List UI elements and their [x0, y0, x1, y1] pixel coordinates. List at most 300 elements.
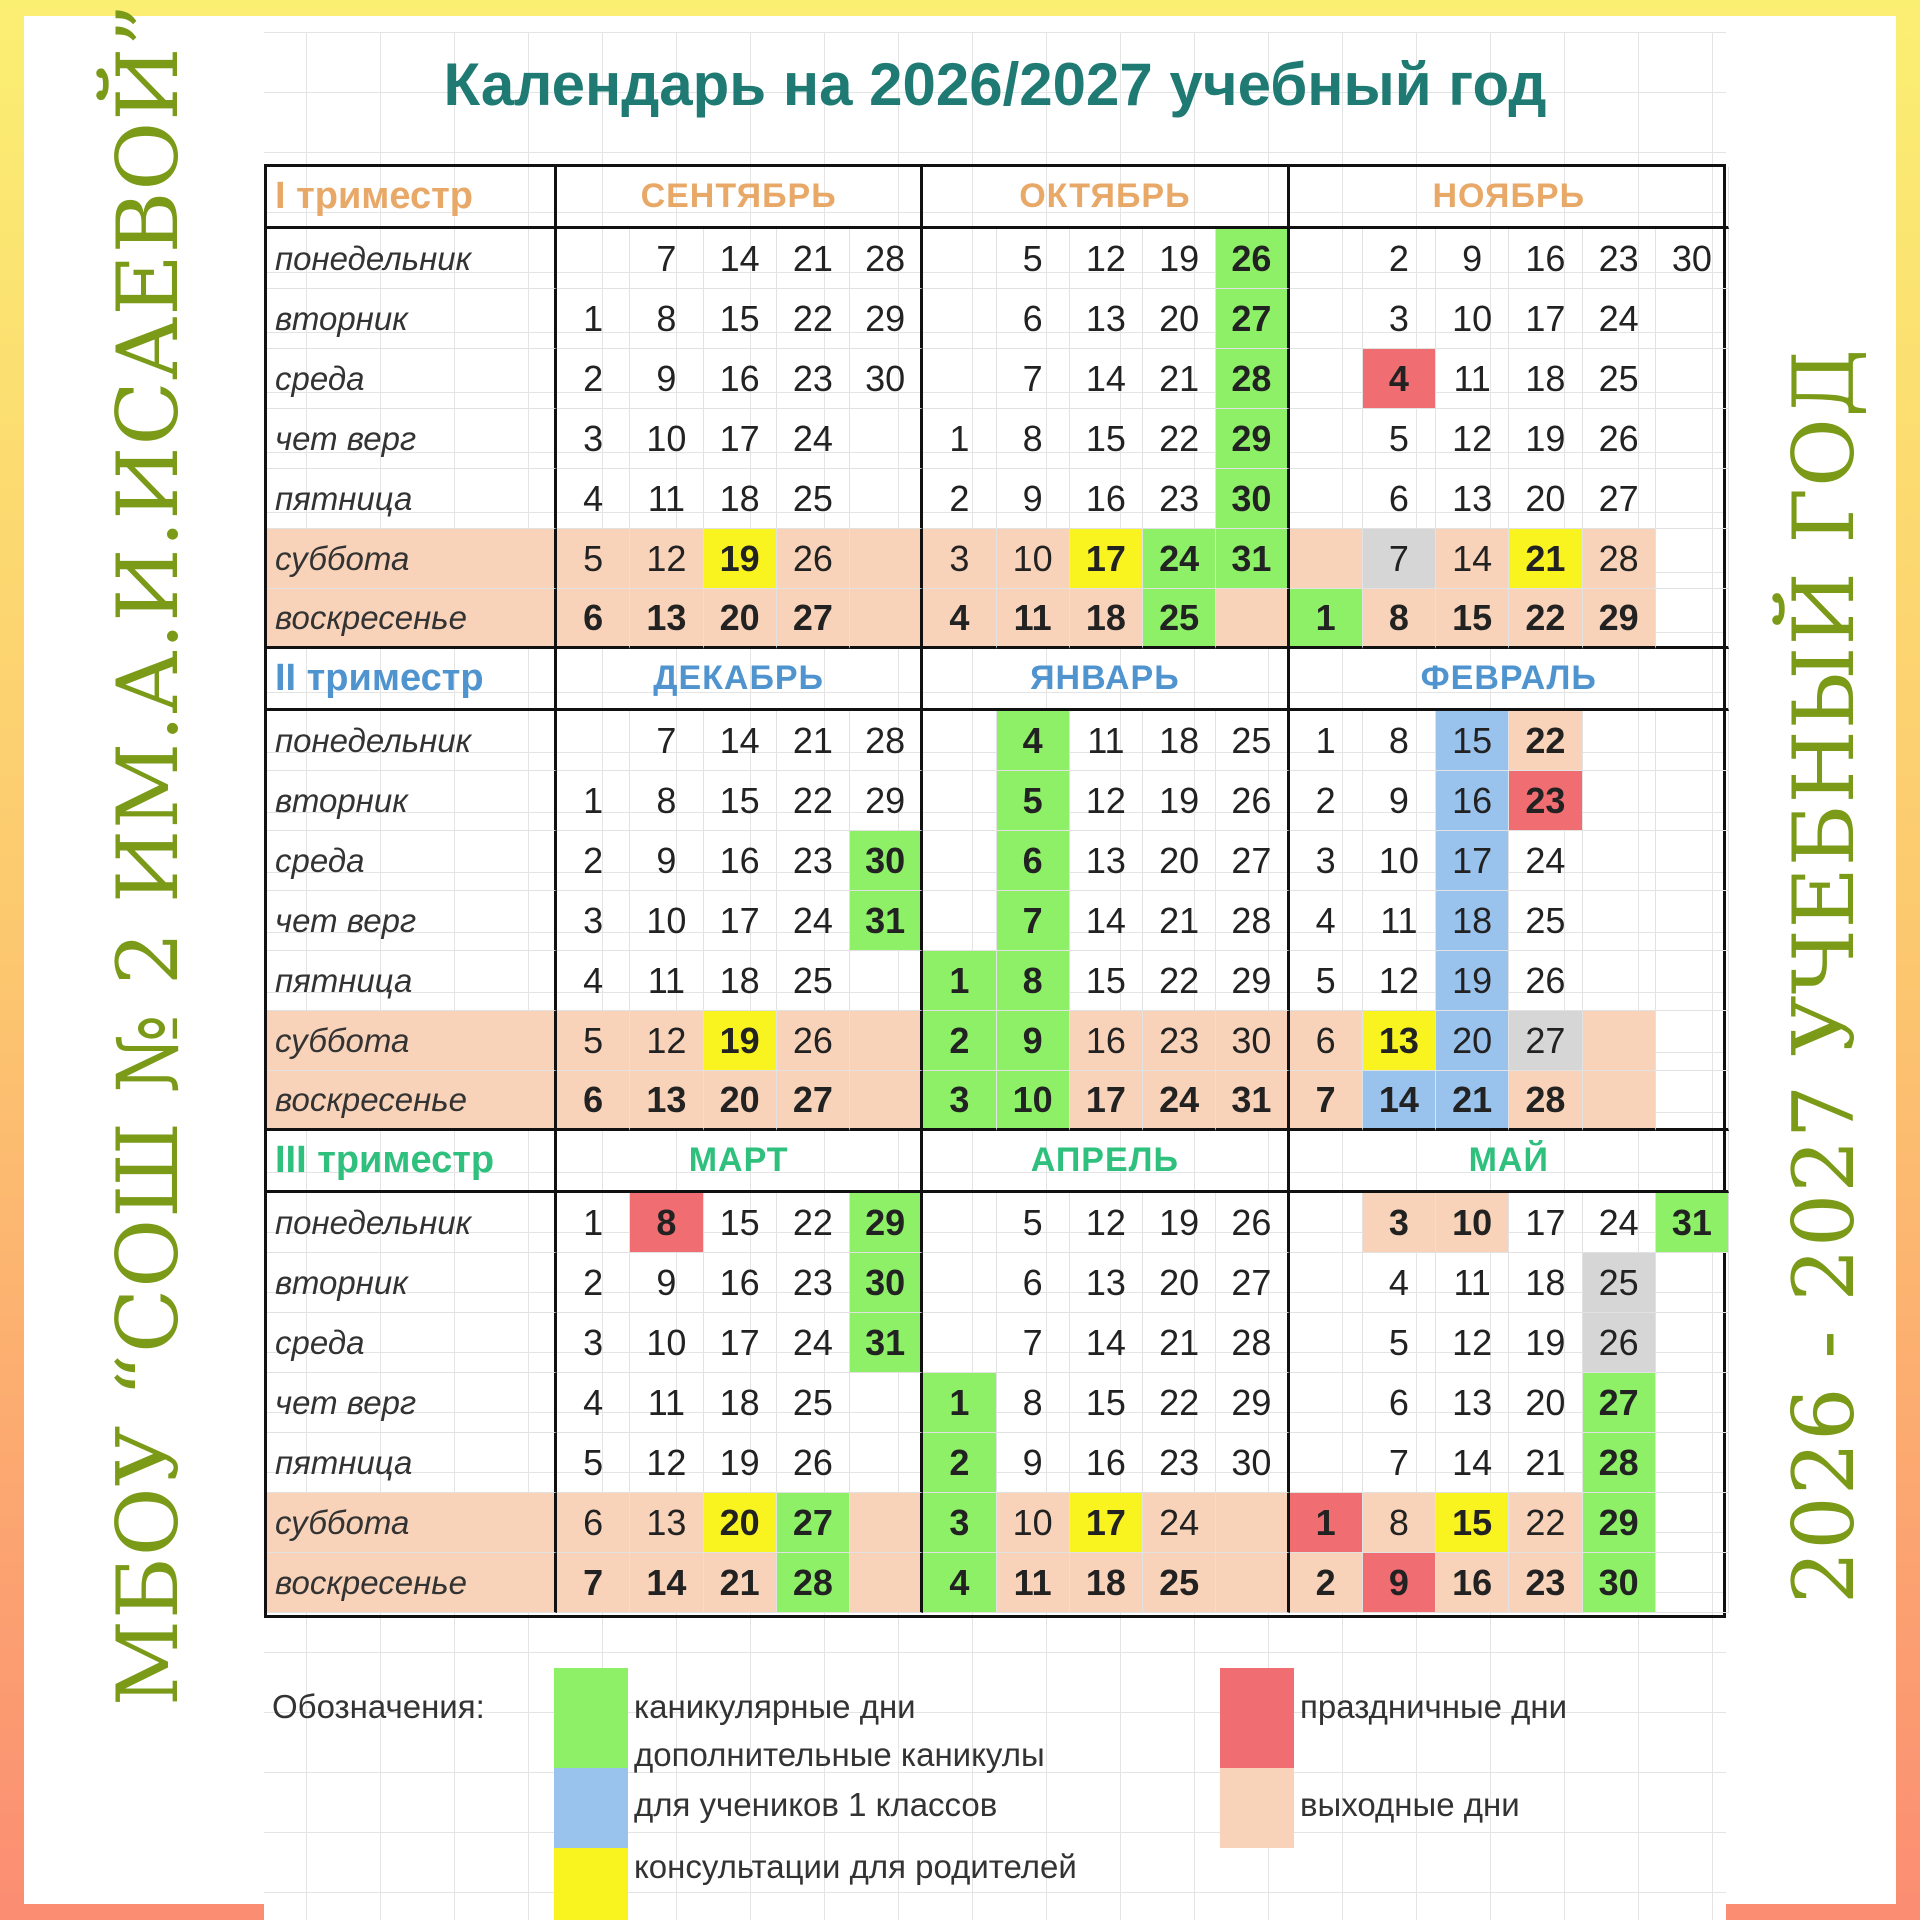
month-name: АПРЕЛЬ [923, 1131, 1289, 1193]
day-cell [1656, 1071, 1729, 1131]
day-cell: 31 [1216, 1071, 1289, 1131]
day-cell: 30 [1216, 1433, 1289, 1493]
weekday-label: среда [267, 349, 557, 409]
day-cell: 20 [1509, 469, 1582, 529]
page-title: Календарь на 2026/2027 учебный год [443, 51, 1547, 118]
day-cell: 29 [1583, 1493, 1656, 1553]
day-cell: 31 [850, 891, 923, 951]
month-name: ФЕВРАЛЬ [1290, 649, 1730, 711]
legend-feast: праздничные дни [1300, 1688, 1568, 1725]
day-cell: 24 [1509, 831, 1582, 891]
day-cell: 1 [923, 951, 996, 1011]
day-cell: 9 [997, 469, 1070, 529]
day-cell: 11 [630, 951, 703, 1011]
day-cell: 25 [777, 951, 850, 1011]
day-cell [557, 711, 630, 771]
day-cell: 15 [704, 1193, 777, 1253]
day-cell: 5 [997, 771, 1070, 831]
day-cell: 28 [1216, 349, 1289, 409]
day-cell: 29 [1216, 951, 1289, 1011]
day-cell: 6 [997, 289, 1070, 349]
day-cell: 5 [1290, 951, 1363, 1011]
day-cell: 22 [1143, 409, 1216, 469]
day-cell [1656, 469, 1729, 529]
day-cell [1583, 1011, 1656, 1071]
day-cell: 18 [704, 469, 777, 529]
day-cell: 17 [1070, 1493, 1143, 1553]
day-cell: 30 [850, 349, 923, 409]
day-cell: 10 [1436, 1193, 1509, 1253]
month-name: ДЕКАБРЬ [557, 649, 923, 711]
day-cell: 21 [1509, 529, 1582, 589]
day-cell [850, 1553, 923, 1613]
day-cell: 14 [1070, 349, 1143, 409]
day-cell: 10 [630, 1313, 703, 1373]
month-name: СЕНТЯБРЬ [557, 167, 923, 229]
day-cell [923, 891, 996, 951]
day-cell: 22 [1143, 951, 1216, 1011]
legend-extra-line2: для учеников 1 классов [634, 1786, 998, 1823]
day-cell: 25 [777, 469, 850, 529]
day-cell: 31 [1656, 1193, 1729, 1253]
day-cell [1656, 1493, 1729, 1553]
day-cell: 6 [557, 1493, 630, 1553]
month-name: МАРТ [557, 1131, 923, 1193]
day-cell: 19 [1509, 1313, 1582, 1373]
day-cell [923, 289, 996, 349]
day-cell: 16 [1070, 1433, 1143, 1493]
month-name: НОЯБРЬ [1290, 167, 1730, 229]
day-cell [1290, 1433, 1363, 1493]
weekday-label: вторник [267, 771, 557, 831]
day-cell: 12 [1070, 771, 1143, 831]
weekday-label: суббота [267, 1493, 557, 1553]
day-cell: 13 [1363, 1011, 1436, 1071]
day-cell: 11 [997, 589, 1070, 649]
day-cell: 29 [1216, 1373, 1289, 1433]
day-cell: 2 [923, 1011, 996, 1071]
day-cell: 24 [1143, 529, 1216, 589]
day-cell: 4 [557, 469, 630, 529]
day-cell: 19 [1143, 229, 1216, 289]
day-cell: 27 [777, 1071, 850, 1131]
day-cell: 2 [1290, 1553, 1363, 1613]
day-cell: 19 [1143, 1193, 1216, 1253]
day-cell: 17 [704, 409, 777, 469]
day-cell: 15 [704, 289, 777, 349]
legend-swatch-consult [554, 1848, 628, 1920]
day-cell: 23 [1509, 1553, 1582, 1613]
day-cell [1656, 1433, 1729, 1493]
day-cell: 12 [1070, 229, 1143, 289]
day-cell: 19 [1436, 951, 1509, 1011]
weekday-label: вторник [267, 289, 557, 349]
day-cell: 10 [1363, 831, 1436, 891]
day-cell: 20 [704, 1071, 777, 1131]
day-cell [1290, 229, 1363, 289]
day-cell: 18 [1070, 1553, 1143, 1613]
legend [264, 1648, 1726, 1920]
day-cell: 5 [557, 1011, 630, 1071]
day-cell: 9 [997, 1433, 1070, 1493]
day-cell: 30 [1583, 1553, 1656, 1613]
day-cell: 16 [704, 831, 777, 891]
day-cell: 17 [1070, 1071, 1143, 1131]
day-cell: 11 [1070, 711, 1143, 771]
day-cell: 13 [630, 1071, 703, 1131]
day-cell: 26 [1216, 1193, 1289, 1253]
day-cell: 28 [850, 229, 923, 289]
day-cell: 25 [1143, 589, 1216, 649]
day-cell [1656, 409, 1729, 469]
day-cell: 23 [777, 1253, 850, 1313]
day-cell: 1 [1290, 711, 1363, 771]
day-cell: 22 [1509, 711, 1582, 771]
day-cell: 26 [777, 529, 850, 589]
day-cell: 24 [1143, 1493, 1216, 1553]
day-cell: 21 [1143, 891, 1216, 951]
day-cell: 8 [630, 771, 703, 831]
day-cell: 10 [997, 529, 1070, 589]
day-cell: 22 [1509, 589, 1582, 649]
weekday-label: понедельник [267, 711, 557, 771]
day-cell: 23 [777, 349, 850, 409]
day-cell: 6 [997, 831, 1070, 891]
day-cell: 10 [1436, 289, 1509, 349]
weekday-label: пятница [267, 951, 557, 1011]
month-name: ОКТЯБРЬ [923, 167, 1289, 229]
day-cell [850, 589, 923, 649]
day-cell: 11 [1363, 891, 1436, 951]
day-cell: 4 [557, 951, 630, 1011]
day-cell: 7 [1363, 529, 1436, 589]
day-cell [1656, 891, 1729, 951]
day-cell [1583, 1071, 1656, 1131]
day-cell: 11 [630, 1373, 703, 1433]
day-cell: 20 [1509, 1373, 1582, 1433]
day-cell: 4 [1363, 1253, 1436, 1313]
day-cell: 10 [997, 1071, 1070, 1131]
day-cell: 28 [850, 711, 923, 771]
day-cell: 21 [777, 229, 850, 289]
weekday-label: суббота [267, 529, 557, 589]
trimester-label: I триместр [267, 167, 557, 229]
day-cell: 13 [630, 1493, 703, 1553]
weekday-label: воскресенье [267, 589, 557, 649]
day-cell: 22 [777, 1193, 850, 1253]
day-cell: 25 [1583, 349, 1656, 409]
day-cell: 25 [1509, 891, 1582, 951]
day-cell: 27 [1509, 1011, 1582, 1071]
day-cell: 8 [630, 1193, 703, 1253]
day-cell [1290, 289, 1363, 349]
day-cell: 16 [1436, 771, 1509, 831]
day-cell: 18 [1509, 349, 1582, 409]
day-cell [1656, 289, 1729, 349]
day-cell [850, 1011, 923, 1071]
day-cell: 3 [557, 409, 630, 469]
day-cell: 29 [850, 1193, 923, 1253]
weekday-label: пятница [267, 1433, 557, 1493]
day-cell: 3 [557, 1313, 630, 1373]
day-cell: 22 [1143, 1373, 1216, 1433]
day-cell [1583, 951, 1656, 1011]
day-cell: 11 [997, 1553, 1070, 1613]
day-cell: 9 [1436, 229, 1509, 289]
day-cell [850, 1493, 923, 1553]
day-cell: 23 [1509, 771, 1582, 831]
day-cell: 14 [1436, 1433, 1509, 1493]
day-cell [923, 771, 996, 831]
day-cell: 25 [777, 1373, 850, 1433]
day-cell: 15 [1070, 951, 1143, 1011]
day-cell: 16 [704, 1253, 777, 1313]
day-cell: 7 [630, 711, 703, 771]
day-cell [1583, 831, 1656, 891]
day-cell: 21 [1143, 349, 1216, 409]
day-cell [1656, 589, 1729, 649]
day-cell [1290, 1313, 1363, 1373]
day-cell: 27 [1216, 1253, 1289, 1313]
day-cell: 17 [1509, 289, 1582, 349]
day-cell: 17 [704, 1313, 777, 1373]
day-cell: 4 [997, 711, 1070, 771]
day-cell: 1 [557, 771, 630, 831]
day-cell [923, 349, 996, 409]
day-cell: 24 [777, 1313, 850, 1373]
day-cell: 12 [630, 1011, 703, 1071]
day-cell: 2 [1290, 771, 1363, 831]
day-cell: 23 [1143, 1433, 1216, 1493]
day-cell: 27 [1216, 289, 1289, 349]
day-cell: 15 [1070, 1373, 1143, 1433]
day-cell: 3 [923, 1071, 996, 1131]
day-cell: 19 [704, 1011, 777, 1071]
day-cell: 13 [1070, 1253, 1143, 1313]
day-cell: 29 [1216, 409, 1289, 469]
day-cell: 17 [1509, 1193, 1582, 1253]
day-cell: 5 [997, 229, 1070, 289]
day-cell [1656, 831, 1729, 891]
day-cell: 18 [1143, 711, 1216, 771]
day-cell: 27 [1583, 1373, 1656, 1433]
day-cell: 17 [1070, 529, 1143, 589]
day-cell: 14 [704, 229, 777, 289]
day-cell: 6 [1290, 1011, 1363, 1071]
day-cell: 19 [1143, 771, 1216, 831]
day-cell: 6 [557, 589, 630, 649]
day-cell: 3 [1290, 831, 1363, 891]
day-cell: 23 [1143, 1011, 1216, 1071]
day-cell [923, 711, 996, 771]
day-cell: 14 [1363, 1071, 1436, 1131]
day-cell: 2 [557, 831, 630, 891]
weekday-label: чет верг [267, 409, 557, 469]
day-cell: 30 [850, 1253, 923, 1313]
weekday-label: воскресенье [267, 1071, 557, 1131]
day-cell [1290, 1193, 1363, 1253]
trimester-label: II триместр [267, 649, 557, 711]
day-cell: 19 [1509, 409, 1582, 469]
day-cell: 12 [1070, 1193, 1143, 1253]
weekday-label: среда [267, 1313, 557, 1373]
day-cell: 13 [1070, 289, 1143, 349]
day-cell: 16 [1509, 229, 1582, 289]
weekday-label: понедельник [267, 229, 557, 289]
day-cell: 16 [1436, 1553, 1509, 1613]
day-cell: 25 [1583, 1253, 1656, 1313]
day-cell: 28 [1509, 1071, 1582, 1131]
day-cell: 20 [1143, 1253, 1216, 1313]
calendar-grid [264, 164, 1726, 1618]
day-cell: 16 [1070, 469, 1143, 529]
day-cell: 6 [557, 1071, 630, 1131]
day-cell: 7 [630, 229, 703, 289]
day-cell: 24 [1583, 1193, 1656, 1253]
day-cell: 8 [630, 289, 703, 349]
month-name: МАЙ [1290, 1131, 1730, 1193]
day-cell: 7 [997, 349, 1070, 409]
day-cell [1583, 711, 1656, 771]
day-cell: 11 [630, 469, 703, 529]
day-cell: 23 [1143, 469, 1216, 529]
day-cell [850, 951, 923, 1011]
day-cell: 26 [1583, 409, 1656, 469]
day-cell: 20 [704, 589, 777, 649]
day-cell: 9 [630, 831, 703, 891]
day-cell: 26 [1216, 771, 1289, 831]
day-cell: 9 [1363, 771, 1436, 831]
day-cell [1656, 711, 1729, 771]
day-cell [1290, 1373, 1363, 1433]
day-cell: 20 [1143, 831, 1216, 891]
weekday-label: пятница [267, 469, 557, 529]
day-cell: 1 [923, 409, 996, 469]
day-cell: 30 [1216, 1011, 1289, 1071]
day-cell: 5 [557, 1433, 630, 1493]
day-cell [1290, 349, 1363, 409]
day-cell: 15 [1436, 589, 1509, 649]
day-cell: 3 [923, 529, 996, 589]
day-cell [923, 1193, 996, 1253]
day-cell: 1 [1290, 1493, 1363, 1553]
day-cell: 18 [1509, 1253, 1582, 1313]
month-name: ЯНВАРЬ [923, 649, 1289, 711]
day-cell: 8 [1363, 589, 1436, 649]
day-cell [923, 831, 996, 891]
day-cell: 8 [997, 951, 1070, 1011]
legend-swatch-extra [554, 1768, 628, 1848]
school-name-vertical: МБОУ “СОШ № 2 ИМ.А.И.ИСАЕВОЙ” [99, 2, 197, 1706]
day-cell: 29 [1583, 589, 1656, 649]
day-cell [1290, 469, 1363, 529]
day-cell: 17 [1436, 831, 1509, 891]
day-cell: 26 [1583, 1313, 1656, 1373]
weekday-label: чет верг [267, 1373, 557, 1433]
day-cell: 6 [1363, 1373, 1436, 1433]
legend-swatch-weekend [1220, 1768, 1294, 1848]
day-cell: 1 [557, 1193, 630, 1253]
day-cell: 6 [1363, 469, 1436, 529]
day-cell: 8 [997, 1373, 1070, 1433]
day-cell: 5 [1363, 1313, 1436, 1373]
day-cell [1656, 349, 1729, 409]
day-cell: 16 [704, 349, 777, 409]
legend-weekend: выходные дни [1300, 1786, 1520, 1823]
day-cell: 21 [1143, 1313, 1216, 1373]
day-cell: 26 [777, 1433, 850, 1493]
day-cell [1656, 951, 1729, 1011]
day-cell [923, 229, 996, 289]
day-cell [557, 229, 630, 289]
day-cell: 14 [1436, 529, 1509, 589]
day-cell: 2 [923, 1433, 996, 1493]
day-cell: 13 [1436, 469, 1509, 529]
day-cell [850, 529, 923, 589]
day-cell: 2 [557, 1253, 630, 1313]
day-cell: 7 [1290, 1071, 1363, 1131]
day-cell: 9 [630, 349, 703, 409]
day-cell: 9 [1363, 1553, 1436, 1613]
day-cell [1656, 1313, 1729, 1373]
day-cell [1656, 529, 1729, 589]
day-cell: 14 [704, 711, 777, 771]
day-cell [1656, 1253, 1729, 1313]
day-cell: 17 [704, 891, 777, 951]
day-cell: 8 [997, 409, 1070, 469]
day-cell: 7 [997, 891, 1070, 951]
day-cell: 14 [1070, 891, 1143, 951]
weekday-label: воскресенье [267, 1553, 557, 1613]
day-cell: 23 [1583, 229, 1656, 289]
day-cell: 4 [1290, 891, 1363, 951]
year-vertical: 2026 - 2027 УЧЕБНЫЙ ГОД [1775, 347, 1873, 1605]
day-cell: 27 [1583, 469, 1656, 529]
day-cell: 27 [1216, 831, 1289, 891]
weekday-label: чет верг [267, 891, 557, 951]
day-cell: 4 [557, 1373, 630, 1433]
day-cell: 23 [777, 831, 850, 891]
day-cell: 18 [704, 1373, 777, 1433]
day-cell: 20 [1143, 289, 1216, 349]
day-cell: 18 [704, 951, 777, 1011]
day-cell: 12 [630, 1433, 703, 1493]
day-cell: 27 [777, 1493, 850, 1553]
day-cell: 3 [1363, 289, 1436, 349]
day-cell: 2 [923, 469, 996, 529]
day-cell [1216, 1493, 1289, 1553]
day-cell: 30 [1216, 469, 1289, 529]
day-cell: 4 [923, 589, 996, 649]
day-cell [850, 1373, 923, 1433]
day-cell: 20 [704, 1493, 777, 1553]
weekday-label: вторник [267, 1253, 557, 1313]
day-cell: 9 [630, 1253, 703, 1313]
day-cell: 5 [997, 1193, 1070, 1253]
day-cell: 12 [630, 529, 703, 589]
day-cell [1583, 891, 1656, 951]
day-cell: 21 [1509, 1433, 1582, 1493]
day-cell [1656, 1553, 1729, 1613]
day-cell [850, 1071, 923, 1131]
legend-extra-line1: дополнительные каникулы [634, 1736, 1045, 1773]
day-cell: 26 [1216, 229, 1289, 289]
day-cell: 28 [1583, 529, 1656, 589]
day-cell: 8 [1363, 1493, 1436, 1553]
day-cell: 5 [1363, 409, 1436, 469]
day-cell: 31 [850, 1313, 923, 1373]
day-cell: 12 [1436, 1313, 1509, 1373]
